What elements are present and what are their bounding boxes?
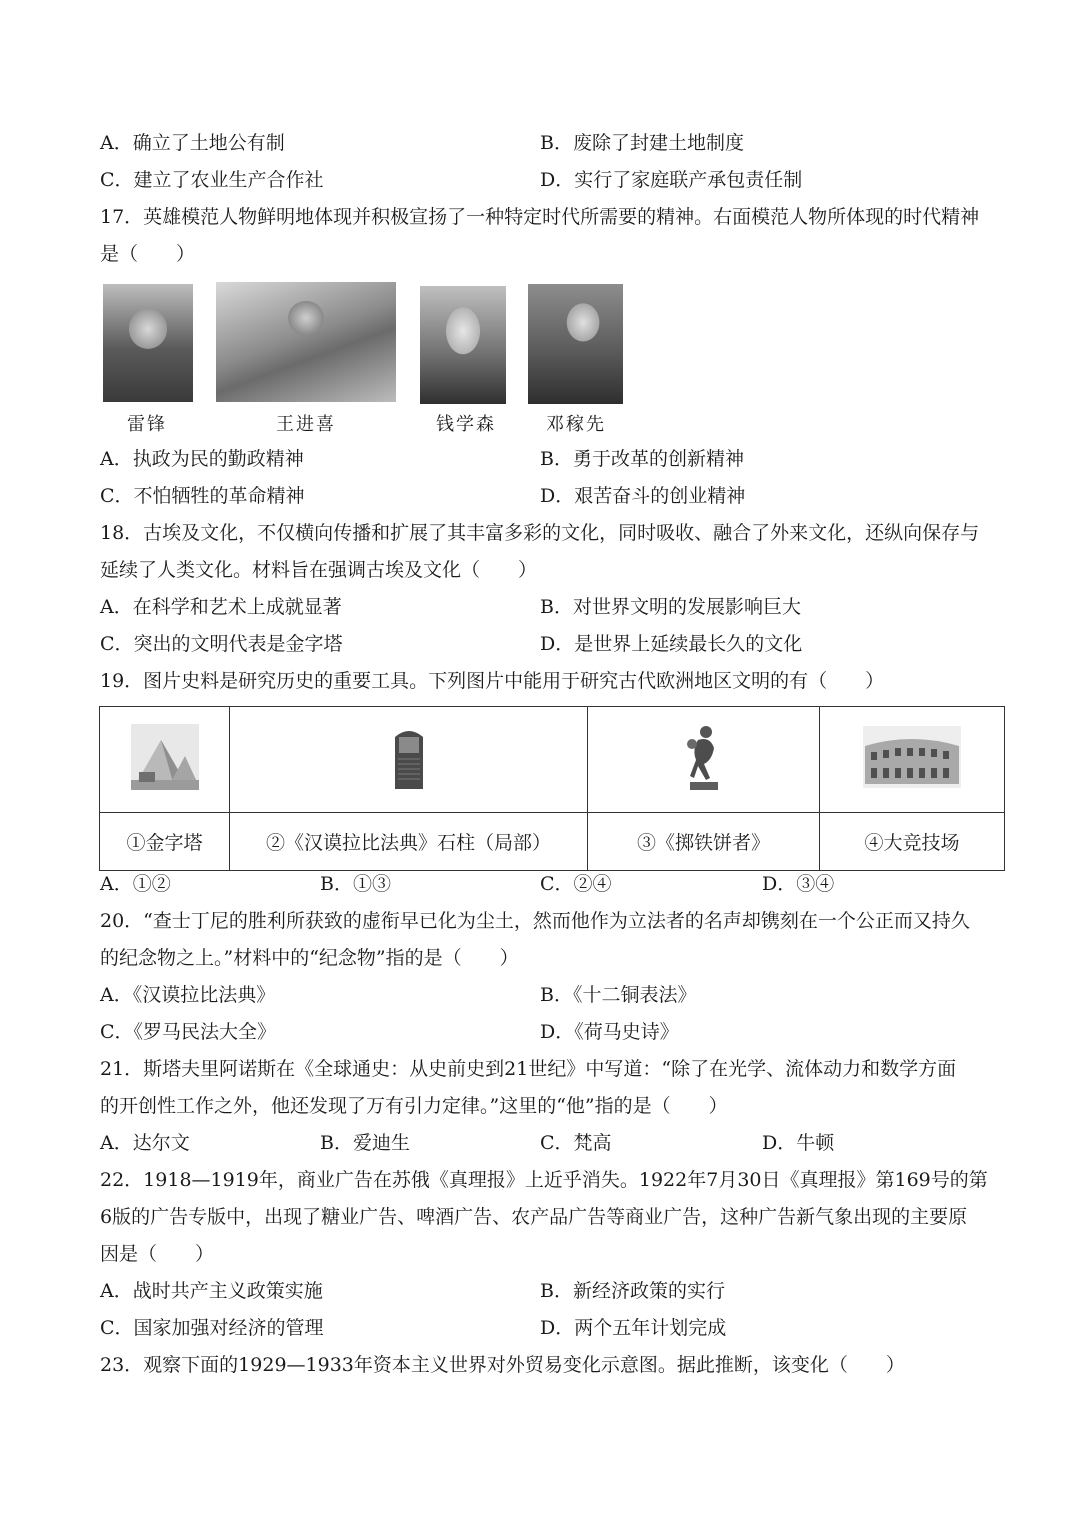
q17-option-c[interactable]: C．不怕牺牲的革命精神 — [100, 485, 305, 507]
q21-options-row — [100, 1130, 1000, 1156]
q19-option-d[interactable]: D．③④ — [762, 873, 835, 895]
q18-options-row-1 — [100, 594, 1000, 620]
pyramid-image — [131, 724, 199, 795]
q16-options-row-2 — [100, 167, 1000, 193]
q18-option-b[interactable]: B．对世界文明的发展影响巨大 — [540, 596, 801, 618]
q19-option-c[interactable]: C．②④ — [540, 873, 612, 895]
photo-deng-jiaxian — [528, 284, 623, 404]
q17-stem-line-1: 17．英雄模范人物鲜明地体现并积极宣扬了一种特定时代所需要的精神。右面模范人物所体现的时代精神 — [100, 206, 980, 228]
q22-stem-line-2: 6版的广告专版中，出现了糖业广告、啤酒广告、农产品广告等商业广告，这种广告新气象出现的主要原 — [100, 1206, 968, 1228]
q17-option-d[interactable]: D．艰苦奋斗的创业精神 — [540, 485, 746, 507]
q22-option-b[interactable]: B．新经济政策的实行 — [540, 1280, 725, 1302]
q18-option-d[interactable]: D．是世界上延续最长久的文化 — [540, 633, 803, 655]
pic-cell-colosseum — [820, 707, 1005, 813]
photo-caption-4: 邓稼先 — [546, 414, 606, 435]
q19-options-row — [100, 871, 1000, 897]
q19-option-b[interactable]: B．①③ — [320, 873, 391, 895]
table-label-4: ④大竞技场 — [820, 813, 1005, 871]
q21-option-d[interactable]: D．牛顿 — [762, 1132, 835, 1154]
q21-stem-line-1: 21．斯塔夫里阿诺斯在《全球通史：从史前史到21世纪》中写道：“除了在光学、流体动力和数学方面 — [100, 1058, 957, 1080]
pic-cell-discobolus — [588, 707, 820, 813]
q16-option-d[interactable]: D．实行了家庭联产承包责任制 — [540, 169, 803, 191]
q20-option-c[interactable]: C．《罗马民法大全》 — [100, 1021, 277, 1043]
q16-option-c[interactable]: C．建立了农业生产合作社 — [100, 169, 324, 191]
q21-option-b[interactable]: B．爱迪生 — [320, 1132, 410, 1154]
q22-option-c[interactable]: C．国家加强对经济的管理 — [100, 1317, 324, 1339]
q16-options-row-1 — [100, 130, 1000, 156]
q16-option-b[interactable]: B．废除了封建土地制度 — [540, 132, 744, 154]
q21-stem-line-2: 的开创性工作之外，他还发现了万有引力定律。”这里的“他”指的是（ ） — [100, 1095, 728, 1117]
q22-stem-line-1: 22．1918—1919年，商业广告在苏俄《真理报》上近乎消失。1922年7月30日《真理报》第169号的第 — [100, 1169, 988, 1191]
q23-stem: 23．观察下面的1929—1933年资本主义世界对外贸易变化示意图。据此推断，该变化（ ） — [100, 1354, 905, 1376]
table-label-1: ①金字塔 — [100, 813, 230, 871]
photo-caption-3: 钱学森 — [436, 414, 496, 435]
hammurabi-stele-image — [392, 725, 426, 794]
q20-option-d[interactable]: D．《荷马史诗》 — [540, 1021, 679, 1043]
q20-stem-line-2: 的纪念物之上。”材料中的“纪念物”指的是（ ） — [100, 947, 519, 969]
q20-options-row-2 — [100, 1019, 1000, 1045]
q17-options-row-1 — [100, 446, 1000, 472]
q22-options-row-1 — [100, 1278, 1000, 1304]
q20-options-row-1 — [100, 982, 1000, 1008]
q17-option-b[interactable]: B．勇于改革的创新精神 — [540, 448, 744, 470]
q19-stem: 19．图片史料是研究历史的重要工具。下列图片中能用于研究古代欧洲地区文明的有（ ） — [100, 670, 885, 692]
photo-qian-xuesen — [420, 286, 506, 404]
q18-stem-line-2: 延续了人类文化。材料旨在强调古埃及文化（ ） — [100, 559, 538, 581]
table-label-3: ③《掷铁饼者》 — [588, 813, 820, 871]
q20-option-a[interactable]: A．《汉谟拉比法典》 — [100, 984, 276, 1006]
q18-option-a[interactable]: A．在科学和艺术上成就显著 — [100, 596, 342, 618]
q20-stem-line-1: 20．“查士丁尼的胜利所获致的虚衔早已化为尘土，然而他作为立法者的名声却镌刻在一个公正而又持久 — [100, 910, 970, 932]
q22-option-a[interactable]: A．战时共产主义政策实施 — [100, 1280, 323, 1302]
q21-option-c[interactable]: C．梵高 — [540, 1132, 612, 1154]
colosseum-image — [863, 726, 961, 793]
q18-stem-line-1: 18．古埃及文化，不仅横向传播和扩展了其丰富多彩的文化，同时吸收、融合了外来文化，还纵向保存与 — [100, 522, 980, 544]
photo-lei-feng — [103, 284, 193, 402]
q18-option-c[interactable]: C．突出的文明代表是金字塔 — [100, 633, 343, 655]
q17-stem-line-2: 是（ ） — [100, 243, 196, 265]
q21-option-a[interactable]: A．达尔文 — [100, 1132, 190, 1154]
q19-picture-table — [99, 706, 1005, 871]
pic-cell-hammurabi — [230, 707, 588, 813]
q16-option-a[interactable]: A．确立了土地公有制 — [100, 132, 285, 154]
photo-caption-2: 王进喜 — [276, 414, 336, 435]
q19-option-a[interactable]: A．①② — [100, 873, 171, 895]
q18-options-row-2 — [100, 631, 1000, 657]
photo-wang-jinxi — [216, 282, 396, 402]
pic-cell-pyramid — [100, 707, 230, 813]
q22-options-row-2 — [100, 1315, 1000, 1341]
q20-option-b[interactable]: B．《十二铜表法》 — [540, 984, 697, 1006]
q17-option-a[interactable]: A．执政为民的勤政精神 — [100, 448, 304, 470]
q22-option-d[interactable]: D．两个五年计划完成 — [540, 1317, 727, 1339]
photo-caption-1: 雷锋 — [127, 414, 167, 435]
q22-stem-line-3: 因是（ ） — [100, 1243, 215, 1265]
table-label-2: ②《汉谟拉比法典》石柱（局部） — [230, 813, 588, 871]
discobolus-image — [684, 722, 724, 797]
q17-options-row-2 — [100, 483, 1000, 509]
